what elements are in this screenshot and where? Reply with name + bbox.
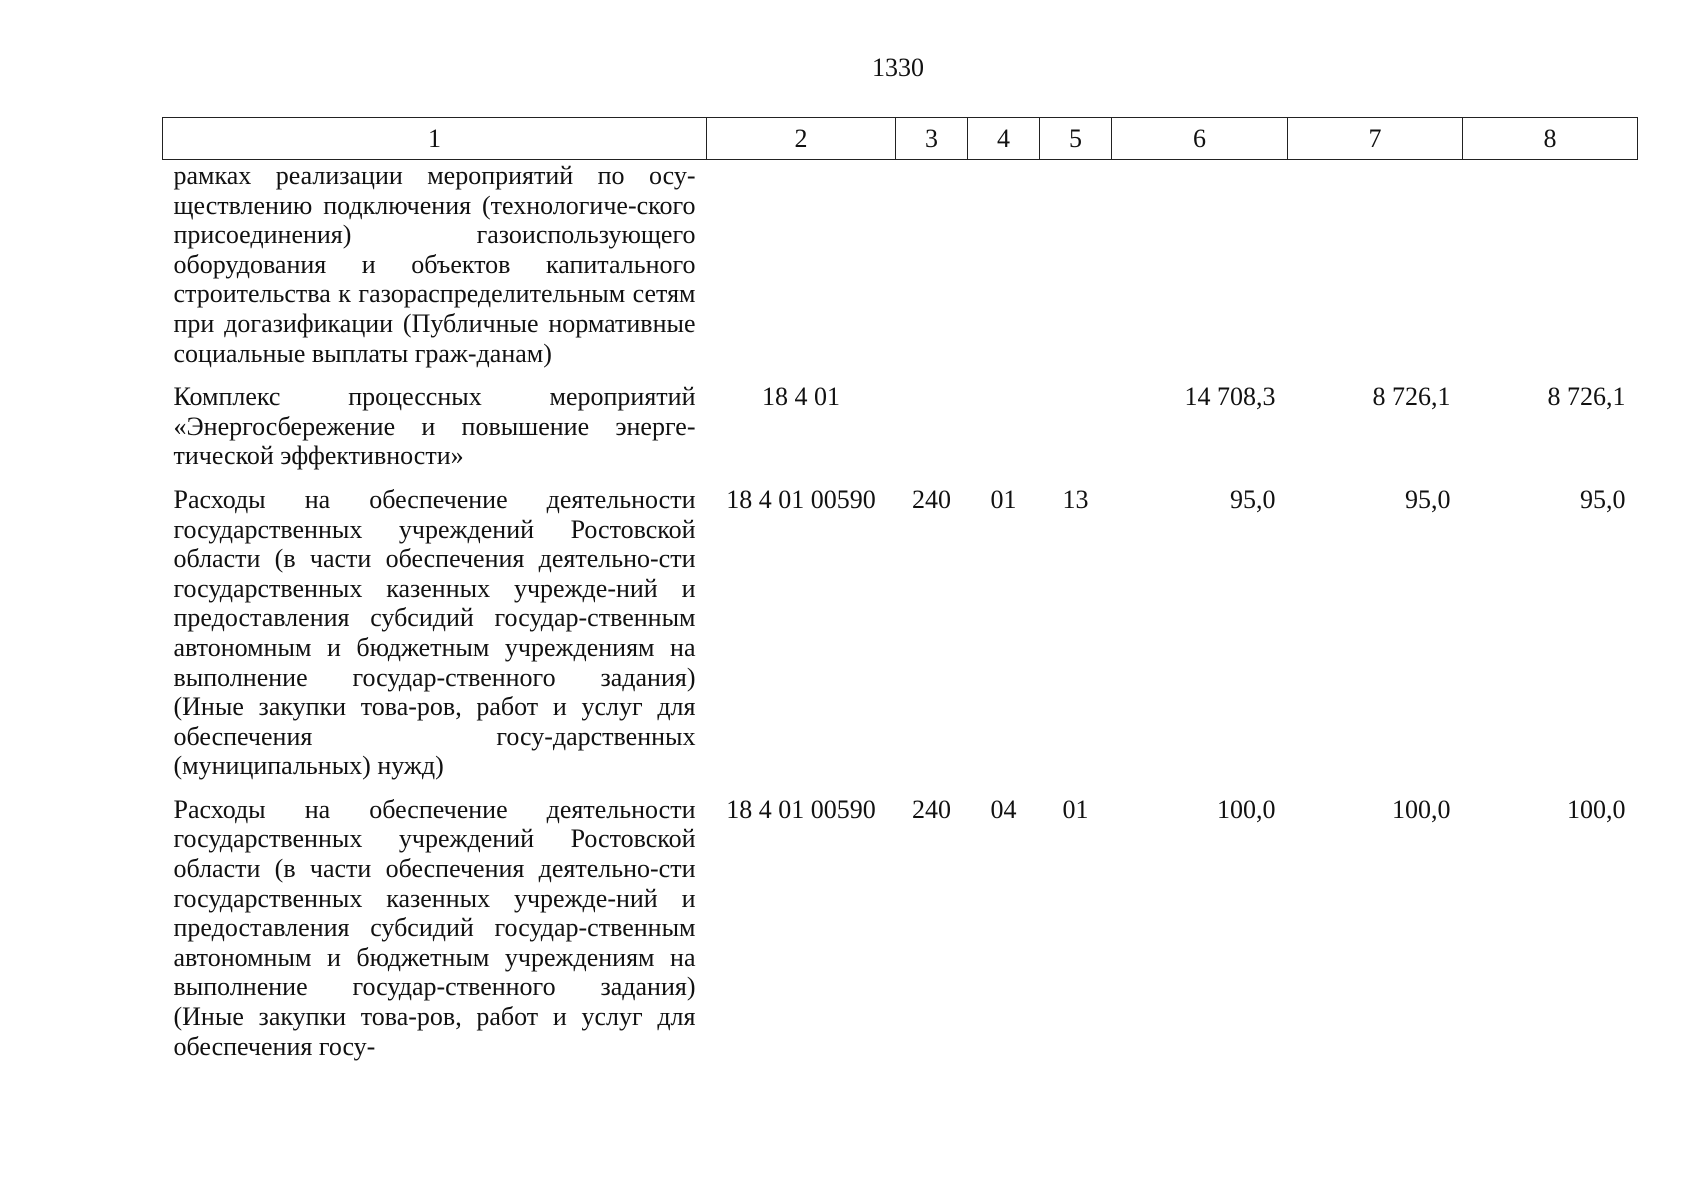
- row-vr: [896, 160, 968, 383]
- row-csr: 18 4 01: [762, 382, 840, 412]
- row-csr: 18 4 01 00590: [726, 484, 876, 514]
- table-header: [163, 118, 1638, 160]
- row-csr: [707, 160, 896, 383]
- row-sum-3: 95,0: [1580, 484, 1626, 514]
- row-sum-2: [1288, 160, 1463, 383]
- header-col-5: 5: [1040, 118, 1112, 160]
- table-body: [163, 160, 1638, 1062]
- row-name: Расходы на обеспечение деятельности государственных учреждений Ростовской области (в части обеспечения деятельно-сти государственных казенных учрежде-ний и предоставления субсидий государ-ственным автономным и бюджетным учреждениям на выполнение государ-ственного задания) (Иные закупки това-ров, работ и услуг для обеспечения госу-дарственных (муниципальных) нужд): [173, 484, 696, 781]
- page-number: 1330: [872, 53, 924, 82]
- budget-table: [162, 117, 1638, 1061]
- table-row: [163, 382, 1638, 485]
- row-pr: [1040, 160, 1112, 383]
- row-pr: 13: [1062, 484, 1089, 514]
- row-pr: [1040, 382, 1112, 485]
- table-row: [163, 160, 1638, 383]
- row-rz: [968, 160, 1040, 383]
- row-name: рамках реализации мероприятий по осу-ществлению подключения (технологиче-ского присоединения) газоиспользующего оборудования и объектов капитального строительства к газораспределительным сетям при догазификации (Публичные нормативные социальные выплаты граж-данам): [173, 161, 696, 368]
- header-col-3: 3: [896, 118, 968, 160]
- row-sum-3: 8 726,1: [1547, 382, 1626, 412]
- header-col-4: 4: [968, 118, 1040, 160]
- row-sum-3: 100,0: [1567, 794, 1626, 824]
- row-sum-1: 95,0: [1230, 484, 1276, 514]
- row-name: Расходы на обеспечение деятельности государственных учреждений Ростовской области (в части обеспечения деятельно-сти государственных казенных учрежде-ний и предоставления субсидий государ-ственным автономным и бюджетным учреждениям на выполнение государ-ственного задания) (Иные закупки това-ров, работ и услуг для обеспечения госу-: [173, 794, 696, 1061]
- row-vr: [896, 382, 968, 485]
- row-sum-2: 100,0: [1392, 794, 1451, 824]
- row-sum-2: 8 726,1: [1372, 382, 1451, 412]
- row-vr: 240: [912, 484, 951, 514]
- header-col-6: 6: [1112, 118, 1288, 160]
- row-sum-3: [1463, 160, 1638, 383]
- row-sum-2: 95,0: [1405, 484, 1451, 514]
- table-row: [163, 795, 1638, 1061]
- header-col-7: 7: [1288, 118, 1463, 160]
- header-col-1: 1: [163, 118, 707, 160]
- row-sum-1: 100,0: [1217, 794, 1276, 824]
- row-pr: 01: [1062, 794, 1089, 824]
- row-sum-1: 14 708,3: [1184, 382, 1276, 412]
- header-col-2: 2: [707, 118, 896, 160]
- header-col-8: 8: [1463, 118, 1638, 160]
- row-rz: 01: [990, 484, 1017, 514]
- row-name: Комплекс процессных мероприятий «Энергосбережение и повышение энерге-тической эффективности»: [173, 382, 696, 471]
- row-sum-1: [1112, 160, 1288, 383]
- header-row: [163, 118, 1638, 160]
- table-row: [163, 485, 1638, 795]
- row-rz: 04: [990, 794, 1017, 824]
- row-vr: 240: [912, 794, 951, 824]
- row-rz: [968, 382, 1040, 485]
- row-csr: 18 4 01 00590: [726, 794, 876, 824]
